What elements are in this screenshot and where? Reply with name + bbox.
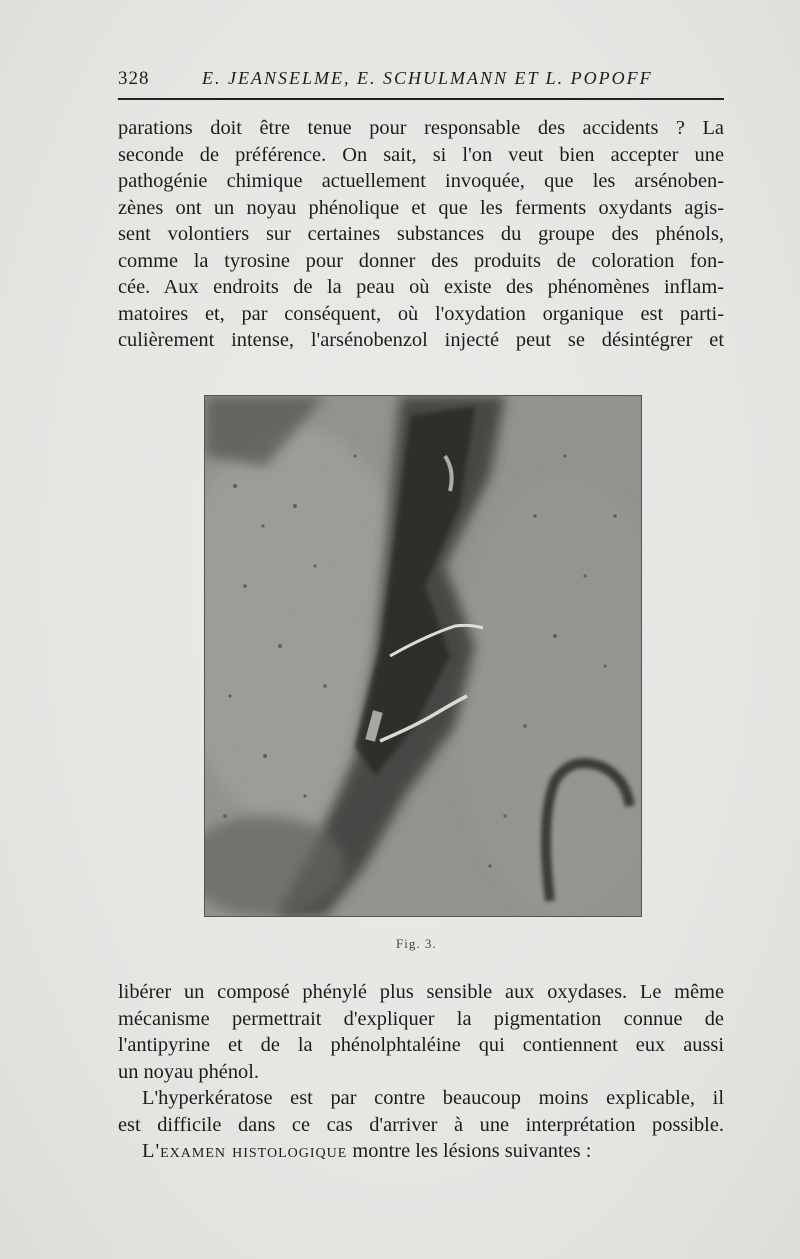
- figure-caption: Fig. 3.: [396, 936, 437, 951]
- running-head: E. JEANSELME, E. SCHULMANN ET L. POPOFF: [202, 68, 653, 88]
- text-line: mécanisme permettrait d'expliquer la pigmentation connue de: [118, 1007, 724, 1030]
- text-line: comme la tyrosine pour donner des produits de coloration fon-: [118, 249, 724, 272]
- paragraph-bottom: [118, 979, 724, 1165]
- text-line: culièrement intense, l'arsénobenzol injecté peut se désintégrer et: [118, 329, 724, 351]
- text-line: parations doit être tenue pour responsable des accidents ? La: [118, 117, 724, 139]
- text-line: sent volontiers sur certaines substances du groupe des phénols,: [118, 223, 724, 245]
- histology-photograph: [205, 396, 641, 916]
- text-line: matoires et, par conséquent, où l'oxydation organique est parti-: [118, 302, 724, 325]
- text-line-examen: [118, 1138, 724, 1165]
- paragraph-top: [118, 115, 724, 354]
- section-term: L'examen histologique: [142, 1140, 348, 1162]
- text-line: est difficile dans ce cas d'arriver à une interprétation possible.: [118, 1113, 724, 1136]
- text-line: cée. Aux endroits de la peau où existe des phénomènes inflam-: [118, 276, 724, 298]
- page-header: [118, 64, 724, 100]
- text-line: libérer un composé phénylé plus sensible aux oxydases. Le même: [118, 981, 724, 1003]
- text-line: L'hyperkératose est par contre beaucoup moins explicable, il: [142, 1087, 724, 1109]
- text-line: zènes ont un noyau phénolique et que les ferments oxydants agis-: [118, 196, 724, 219]
- text-line: l'antipyrine et de la phénolphtaléine qui contiennent eux aussi: [118, 1034, 724, 1056]
- histology-image: [205, 396, 641, 916]
- text-line: un noyau phénol.: [118, 1060, 260, 1083]
- text-line: pathogénie chimique actuellement invoquée, que les arsénoben-: [118, 170, 724, 192]
- text-continuation: montre les lésions suivantes :: [347, 1140, 592, 1162]
- text-line: seconde de préférence. On sait, si l'on veut bien accepter une: [118, 143, 724, 166]
- page-number: 328: [118, 68, 150, 89]
